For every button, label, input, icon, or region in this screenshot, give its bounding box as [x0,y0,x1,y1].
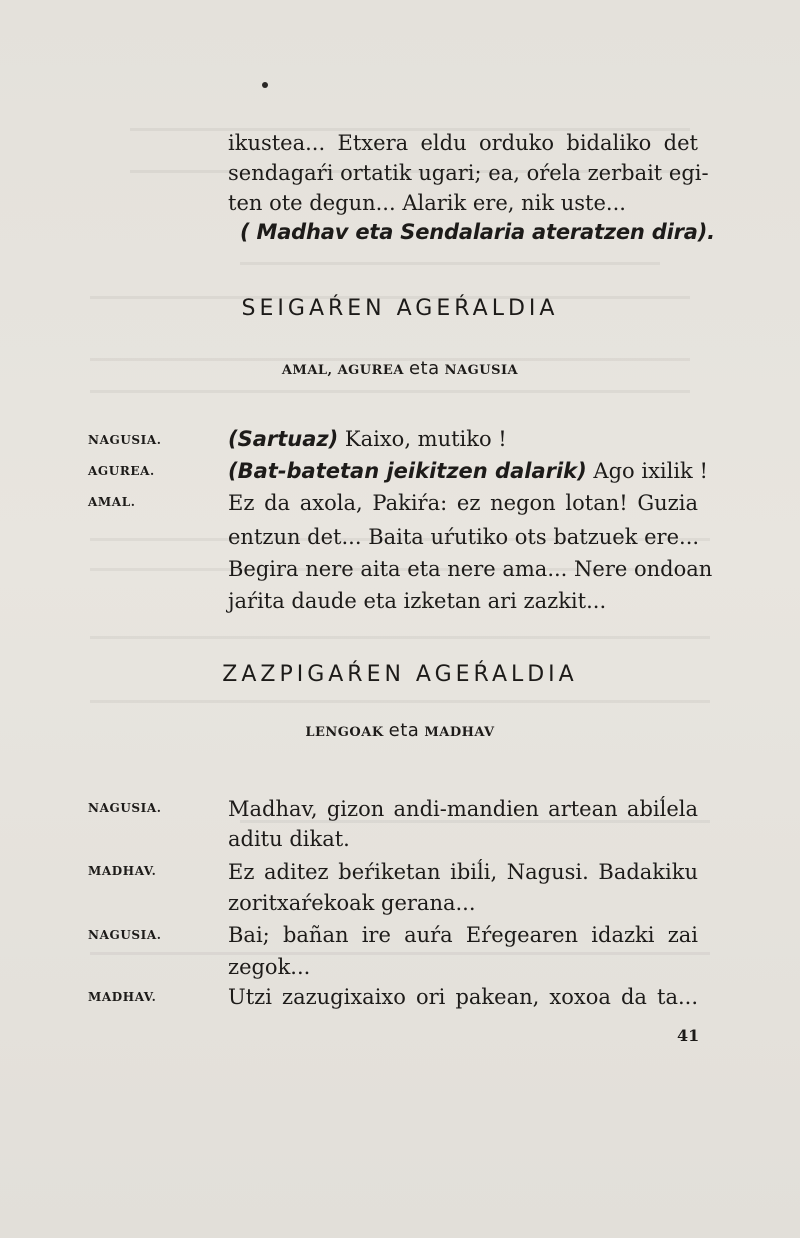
scene-six-cast-names: AMAL, AGUREA [281,363,404,378]
scene-seven-cast [0,720,800,741]
stage-direction-inline: (Bat-batetan jeikitzen dalarik) [228,459,587,483]
dialogue-line: zoritxaŕekoak gerana... [228,891,476,915]
scene-seven-cast-names: LENGOAK [305,725,384,740]
speaker-label: MADHAV. [88,864,157,878]
speaker-label: NAGUSIA. [88,801,162,815]
dialogue-line: aditu dikat. [228,827,350,851]
dialogue-text: Ago ixilik ! [586,459,708,483]
dialogue-line: Ez da axola, Pakiŕa: ez negon lotan! Guzia [228,491,698,515]
dialogue-line: Begira nere aita eta nere ama... Nere ondoan [228,557,713,581]
dialogue-line: Bai; bañan ire auŕa Eŕegearen idazki zai [228,923,698,947]
scene-seven-cast-et: eta [388,720,420,741]
scene-six-cast-last: NAGUSIA [444,363,519,378]
dialogue-line: zegok... [228,955,311,979]
speaker-label: AGUREA. [88,464,155,478]
dialogue-line [228,456,708,486]
dialogue-line [228,424,698,454]
scene-seven-cast-last: MADHAV [424,725,495,740]
scene-six-cast-et: eta [408,358,440,379]
scene-six-cast [0,358,800,379]
dialogue-line: Madhav, gizon andi-mandien artean abiĺela [228,797,698,821]
opening-line-2: sendagaŕi ortatik ugari; ea, oŕela zerbait egi- [228,161,709,185]
stage-direction: ( Madhav eta Sendalaria ateratzen dira). [240,220,715,244]
opening-line-1: ikustea... Etxera eldu orduko bidaliko det [228,131,698,155]
printed-dot [262,82,268,88]
opening-line-3: ten ote degun... Alarik ere, nik uste... [228,191,626,215]
speaker-label: NAGUSIA. [88,433,162,447]
dialogue-text: Kaixo, mutiko ! [338,427,507,451]
page-number: 41 [677,1026,700,1045]
scene-six-title: SEIGAŔEN AGEŔALDIA [241,296,559,321]
speaker-label: MADHAV. [88,990,157,1004]
speaker-label: AMAL. [88,495,136,509]
dialogue-line: Ez aditez beŕiketan ibiĺi, Nagusi. Badakiku [228,860,698,884]
stage-direction-inline: (Sartuaz) [228,427,339,451]
dialogue-line: Utzi zazugixaixo ori pakean, xoxoa da ta... [228,985,698,1009]
scene-seven-title: ZAZPIGAŔEN AGEŔALDIA [222,662,578,687]
speaker-label: NAGUSIA. [88,928,162,942]
dialogue-line: jaŕita daude eta izketan ari zazkit... [228,589,607,613]
dialogue-line: entzun det... Baita uŕutiko ots batzuek ere... [228,525,700,549]
